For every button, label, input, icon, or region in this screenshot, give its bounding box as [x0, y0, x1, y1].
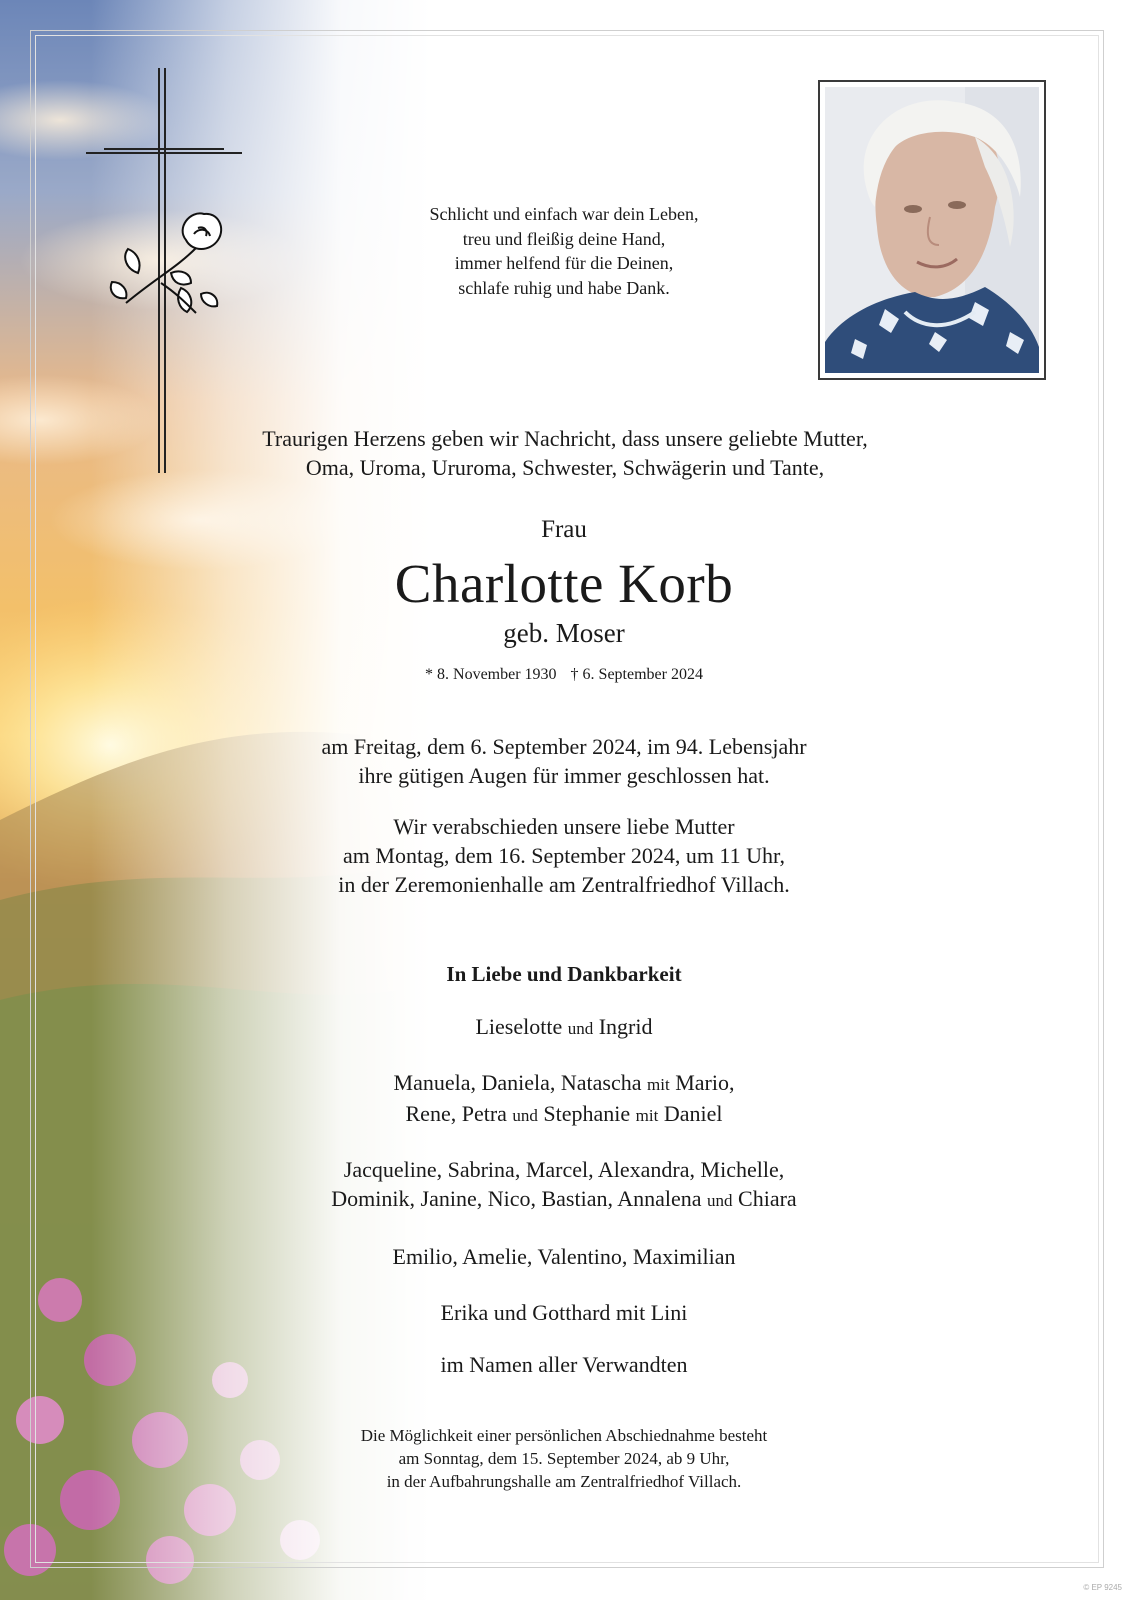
- death-notice: [214, 732, 914, 790]
- poem-line: Schlicht und einfach war dein Leben,: [429, 204, 699, 224]
- mourner-name: Lieselotte: [475, 1014, 563, 1039]
- mourners-great-grandchildren: [214, 1155, 914, 1215]
- death-notice-line: am Freitag, dem 6. September 2024, im 94. Lebensjahr: [321, 734, 807, 759]
- mourner-names: Jacqueline, Sabrina, Marcel, Alexandra, Michelle,: [343, 1157, 785, 1182]
- mourners-great-great-grandchildren: Emilio, Amelie, Valentino, Maximilian: [392, 1244, 736, 1269]
- signoff: In Liebe und Dankbarkeit: [446, 962, 682, 986]
- mourners-relatives: im Namen aller Verwandten: [440, 1352, 688, 1377]
- birth-date: * 8. November 1930: [425, 666, 557, 683]
- viewing-note-line: in der Aufbahrungshalle am Zentralfriedhof Villach.: [386, 1472, 742, 1491]
- mourner-name: Chiara: [738, 1186, 797, 1211]
- conjunction: und: [512, 1106, 538, 1125]
- conjunction: mit: [635, 1106, 659, 1125]
- farewell-info: [214, 812, 914, 899]
- intro-line: Oma, Uroma, Ururoma, Schwester, Schwägerin und Tante,: [305, 455, 825, 480]
- mourners-grandchildren: [214, 1068, 914, 1130]
- maiden-name: geb. Moser: [503, 618, 625, 648]
- poem-line: treu und fleißig deine Hand,: [462, 228, 666, 249]
- mourner-name: Daniel: [663, 1101, 723, 1126]
- viewing-note: [264, 1424, 864, 1493]
- conjunction: mit: [647, 1075, 670, 1094]
- mourner-name: Ingrid: [598, 1014, 653, 1039]
- mourners-children: [214, 1012, 914, 1043]
- salutation: Frau: [541, 516, 587, 543]
- mourner-names: Manuela, Daniela, Natascha: [393, 1070, 642, 1095]
- template-code: © EP 9245: [1083, 1583, 1122, 1592]
- farewell-line: in der Zeremonienhalle am Zentralfriedhof Villach.: [338, 872, 790, 897]
- viewing-note-line: Die Möglichkeit einer persönlichen Abschiednahme besteht: [360, 1426, 768, 1445]
- mourner-names: Rene, Petra: [405, 1101, 507, 1126]
- deceased-name: Charlotte Korb: [394, 553, 734, 614]
- farewell-line: am Montag, dem 16. September 2024, um 11 Uhr,: [343, 843, 785, 868]
- viewing-note-line: am Sonntag, dem 15. September 2024, ab 9 Uhr,: [398, 1449, 730, 1468]
- farewell-line: Wir verabschieden unsere liebe Mutter: [393, 814, 735, 839]
- mourners-siblings: Erika und Gotthard mit Lini: [440, 1300, 688, 1325]
- announcement-intro: [150, 424, 980, 482]
- conjunction: und: [567, 1019, 594, 1038]
- death-date: † 6. September 2024: [570, 666, 703, 683]
- poem-line: schlafe ruhig und habe Dank.: [458, 277, 670, 298]
- poem: [264, 202, 864, 300]
- intro-line: Traurigen Herzens geben wir Nachricht, dass unsere geliebte Mutter,: [262, 426, 868, 451]
- mourner-names: Dominik, Janine, Nico, Bastian, Annalena: [331, 1186, 702, 1211]
- conjunction: und: [707, 1191, 733, 1210]
- life-dates: [314, 666, 814, 684]
- mourner-name: Mario,: [675, 1070, 735, 1095]
- poem-line: immer helfend für die Deinen,: [454, 253, 674, 273]
- mourner-name: Stephanie: [543, 1101, 631, 1126]
- death-notice-line: ihre gütigen Augen für immer geschlossen hat.: [358, 763, 770, 788]
